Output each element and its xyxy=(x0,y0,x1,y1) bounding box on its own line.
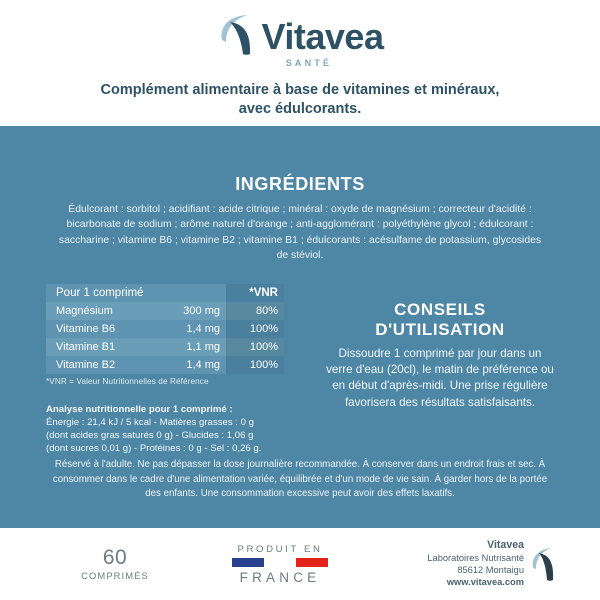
made-in-line1: PRODUIT EN xyxy=(237,543,323,555)
info-panel xyxy=(0,126,600,528)
french-flag-icon xyxy=(232,558,328,567)
made-in-line2: FRANCE xyxy=(239,569,321,585)
flag-red-stripe xyxy=(296,558,328,567)
nutrient-amount: 300 mg xyxy=(168,302,226,320)
nutritional-analysis xyxy=(46,403,300,456)
brand-tagline: SANTÉ xyxy=(285,58,333,68)
table-header-label: Pour 1 comprimé xyxy=(46,284,168,302)
ingredients-title: INGRÉDIENTS xyxy=(235,174,365,194)
company-city: 85612 Montaigu xyxy=(457,565,524,575)
advice-title-line1: CONSEILS xyxy=(394,299,486,319)
label-footer xyxy=(0,528,600,600)
product-subtitle-line1: Complément alimentaire à base de vitamines et minéraux, xyxy=(100,82,500,98)
brand-logo xyxy=(217,14,384,68)
advice-text: Dissoudre 1 comprimé par jour dans un verre d'eau (20cl), le matin de préférence ou en début d'après-midi. Une prise régulière favorisera des résultats satisfaisants. xyxy=(326,346,554,409)
table-row xyxy=(46,356,284,374)
product-subtitle-line2: avec édulcorants. xyxy=(238,101,362,117)
table-row xyxy=(46,338,284,356)
ingredients-text: Édulcorant : sorbitol ; acidifiant : acide citrique ; minéral : oxyde de magnésium ; correcteur d'acidité : bicarbonate de sodium ; arôme naturel d'orange ; anti-agglomérant : polyéthylène glycol ; édulcorant : saccharine ; vitamine B6 ; vitamine B2 ; vitamine B1 ; édulcorants : acésulfame de potassium, glycosides de stéviol. xyxy=(58,204,542,262)
vitavea-leaf-v-icon xyxy=(530,547,560,581)
made-in-france-badge xyxy=(190,544,370,585)
flag-white-stripe xyxy=(264,558,296,567)
nutrient-vnr: 100% xyxy=(226,338,284,356)
nutrition-column xyxy=(46,284,300,456)
flag-blue-stripe xyxy=(232,558,264,567)
advice-title xyxy=(326,300,554,340)
tablet-count-label: COMPRIMÉS xyxy=(81,570,149,581)
company-lab: Laboratoires Nutrisanté xyxy=(427,552,524,563)
tablet-count xyxy=(40,547,190,581)
company-address-block xyxy=(370,539,560,589)
analysis-title: Analyse nutritionnelle pour 1 comprimé : xyxy=(46,403,233,415)
analysis-line1: Énergie : 21,4 kJ / 5 kcal - Matières grasses : 0 g xyxy=(46,416,254,428)
vnr-footnote: *VNR = Valeur Nutritionnelles de Référence xyxy=(46,376,209,386)
brand-logo-row xyxy=(217,14,384,56)
table-header-vnr: *VNR xyxy=(226,284,284,302)
nutrient-vnr: 100% xyxy=(226,320,284,338)
table-row xyxy=(46,302,284,320)
table-header-row xyxy=(46,284,284,302)
nutrition-table xyxy=(46,284,284,374)
company-website[interactable]: www.vitavea.com xyxy=(446,577,524,588)
panel-columns xyxy=(46,284,554,456)
nutrient-name: Vitamine B2 xyxy=(46,356,168,374)
nutrient-amount: 1,4 mg xyxy=(168,356,226,374)
tablet-count-number: 60 xyxy=(102,546,128,569)
nutrient-amount: 1,4 mg xyxy=(168,320,226,338)
company-name: Vitavea xyxy=(487,539,524,552)
analysis-line2: (dont acides gras saturés 0 g) - Glucides : 1,06 g xyxy=(46,430,254,442)
product-subtitle xyxy=(101,81,500,119)
table-header-amount xyxy=(168,284,226,302)
advice-title-line2: D'UTILISATION xyxy=(375,319,505,339)
nutrient-vnr: 80% xyxy=(226,302,284,320)
label-header xyxy=(0,0,600,126)
nutrient-amount: 1,1 mg xyxy=(168,338,226,356)
nutrient-name: Vitamine B6 xyxy=(46,320,168,338)
table-row xyxy=(46,320,284,338)
nutrient-name: Vitamine B1 xyxy=(46,338,168,356)
analysis-line3: (dont sucres 0,01 g) - Protéines : 0 g - Sel : 0,26 g. xyxy=(46,443,262,455)
nutrient-vnr: 100% xyxy=(226,356,284,374)
nutrient-name: Magnésium xyxy=(46,302,168,320)
vitavea-leaf-v-icon xyxy=(217,14,261,56)
warning-text: Réservé à l'adulte. Ne pas dépasser la dose journalière recommandée. À conserver dans un endroit frais et sec. À consommer dans le cadre d'une alimentation variée, équilibrée et d'un mode de vie sain. À garder hors de la portée des enfants. Une consommation excessive peut avoir des effets laxatifs. xyxy=(52,459,548,500)
brand-name: Vitavea xyxy=(261,16,384,57)
advice-column xyxy=(300,284,554,456)
company-address xyxy=(427,539,524,589)
